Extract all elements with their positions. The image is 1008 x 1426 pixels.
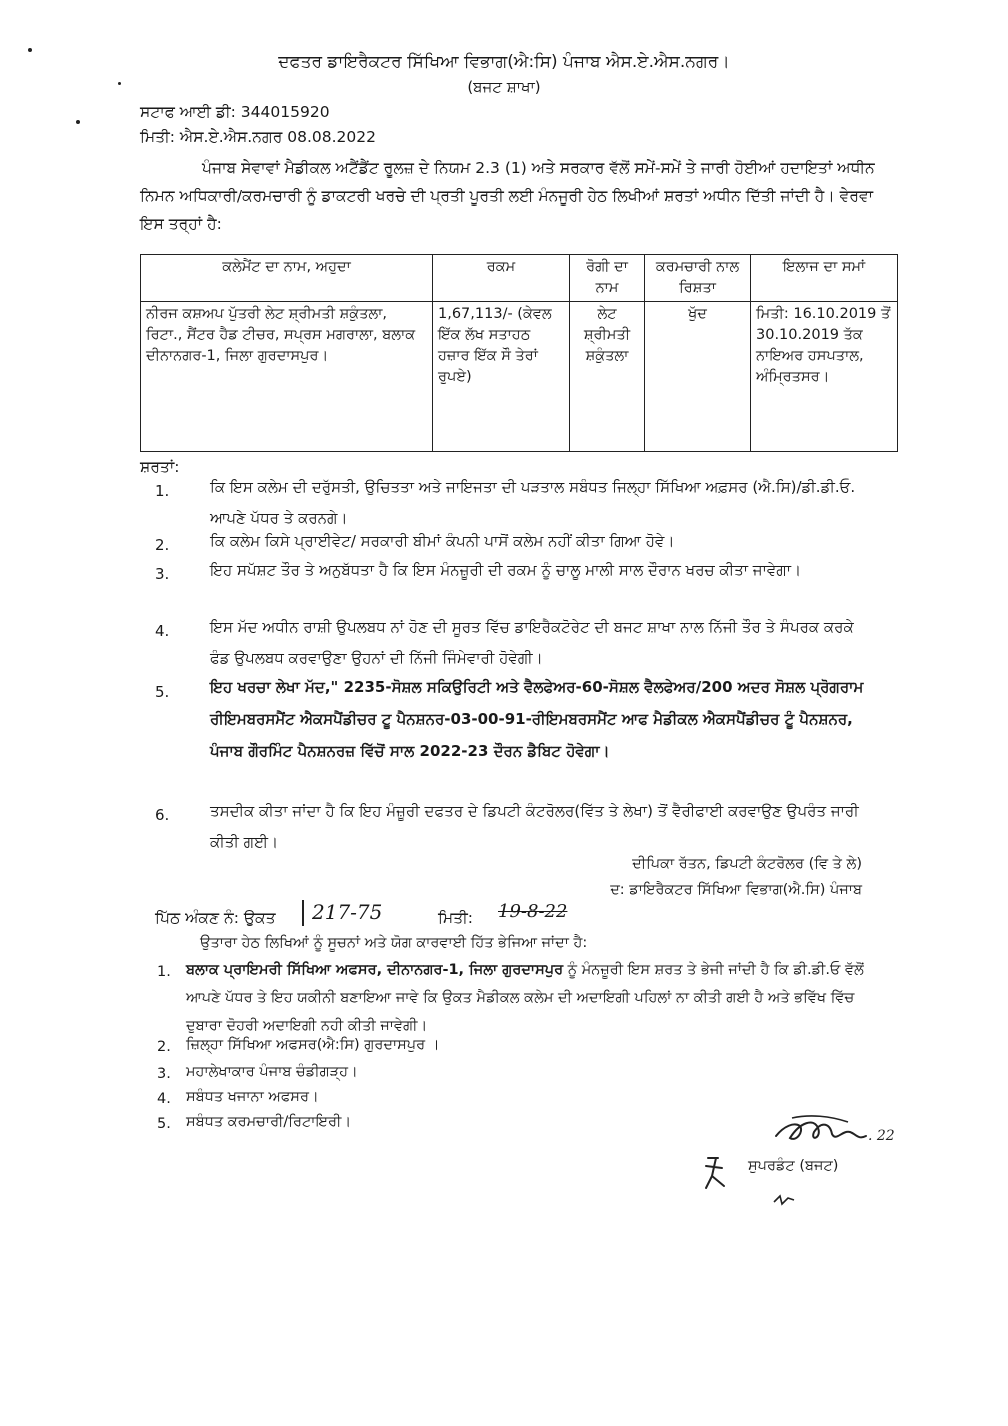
cell-relation: ਖੁੱਦ: [645, 302, 751, 452]
branch-heading: (ਬਜਟ ਸ਼ਾਖਾ): [467, 78, 541, 96]
initials-mark: [702, 1154, 732, 1194]
condition-number: 2.: [155, 536, 170, 554]
conditions-heading: ਸ਼ਰਤਾਂ:: [140, 458, 180, 476]
header-claimant: ਕਲੇਮੈਂਟ ਦਾ ਨਾਮ, ਅਹੁਦਾ: [141, 255, 433, 302]
table-header-row: [141, 255, 898, 302]
cell-amount: 1,67,113/- (ਕੇਵਲ ਇੱਕ ਲੱਖ ਸਤਾਹਠ ਹਜ਼ਾਰ ਇੱਕ ਸੌ ਤੇਰਾਂ ਰੁਪਏ): [433, 302, 570, 452]
endorsement-date-label: ਮਿਤੀ:: [438, 909, 473, 927]
copy-item: ਸਬੰਧਤ ਖਜਾਨਾ ਅਫਸਰ।: [186, 1089, 319, 1105]
header-period: ਇਲਾਜ ਦਾ ਸਮਾਂ: [751, 255, 898, 302]
endorsement-label: ਪਿੱਠ ਅੰਕਣ ਨੰ: ਉਕਤ: [155, 909, 276, 927]
copy-number: 3.: [157, 1066, 171, 1082]
signatory-office: ਦ: ਡਾਇਰੈਕਟਰ ਸਿੱਖਿਆ ਵਿਭਾਗ(ਐ.ਸਿ) ਪੰਜਾਬ: [610, 882, 862, 898]
table-row: [141, 302, 898, 452]
copy-recipient: ਬਲਾਕ ਪ੍ਰਾਇਮਰੀ ਸਿੱਖਿਆ ਅਫਸਰ, ਦੀਨਾਨਗਰ-1, ਜਿਲਾ ਗੁਰਦਾਸਪੁਰ: [186, 962, 564, 978]
endorsement-date: 19-8-22: [498, 901, 568, 922]
header-patient: ਰੋਗੀ ਦਾ ਨਾਮ: [570, 255, 645, 302]
signature-squiggle: [772, 1190, 796, 1208]
superintendent-title: ਸੁਪਰਡੰਟ (ਬਜਟ): [748, 1158, 839, 1174]
copy-number: 2.: [157, 1039, 171, 1055]
claim-table: [140, 254, 898, 452]
copy-item: ਜ਼ਿਲ੍ਹਾ ਸਿੱਖਿਆ ਅਫਸਰ(ਐ:ਸਿ) ਗੁਰਦਾਸਪੁਰ ।: [186, 1037, 440, 1053]
header-amount: ਰਕਮ: [433, 255, 570, 302]
condition-text: ਕਿ ਕਲੇਮ ਕਿਸੇ ਪ੍ਰਾਈਵੇਟ/ ਸਰਕਾਰੀ ਬੀਮਾਂ ਕੰਪਨੀ ਪਾਸੋਂ ਕਲੇਮ ਨਹੀਂ ਕੀਤਾ ਗਿਆ ਹੋਵੇ।: [210, 532, 675, 550]
condition-text: ਇਹ ਖਰਚਾ ਲੇਖਾ ਮੱਦ," 2235-ਸੋਸ਼ਲ ਸਕਿਉਰਿਟੀ ਅਤੇ ਵੈਲਫੇਅਰ-60-ਸੋਸ਼ਲ ਵੈਲਫੇਅਰ/200 ਅਦਰ ਸੋਸ਼ਲ ਪ੍ਰੋਗਰਾਮ ਰੀਇਮਬਰਸਮੈਂਟ ਐਕਸਪੈਂਡੀਚਰ ਟੂ ਪੈਨਸ਼ਨਰ-03-00-91-ਰੀਇਮਬਰਸਮੈਂਟ ਆਫ ਮੈਡੀਕਲ ਐਕਸਪੈਂਡੀਚਰ ਟੂੰ ਪੈਨਸ਼ਨਰ, ਪੰਜਾਬ ਗੌਰਮਿੰਟ ਪੈਨਸ਼ਨਰਜ਼ ਵਿੱਚੋਂ ਸਾਲ 2022-23 ਦੌਰਨ ਡੈਬਿਟ ਹੋਵੇਗਾ।: [210, 678, 864, 760]
condition-text: ਤਸਦੀਕ ਕੀਤਾ ਜਾਂਦਾ ਹੈ ਕਿ ਇਹ ਮੰਜ਼ੂਰੀ ਦਫਤਰ ਦੇ ਡਿਪਟੀ ਕੰਟਰੋਲਰ(ਵਿੱਤ ਤੇ ਲੇਖਾ) ਤੋਂ ਵੈਰੀਫਾਈ ਕਰਵਾਉਣ ਉਪਰੰਤ ਜਾਰੀ ਕੀਤੀ ਗਈ।: [210, 802, 859, 851]
scan-speck: [76, 120, 80, 124]
copy-item: ਮਹਾਲੇਖਾਕਾਰ ਪੰਜਾਬ ਚੰਡੀਗੜ੍ਹ।: [186, 1064, 358, 1080]
condition-text: ਇਸ ਮੱਦ ਅਧੀਨ ਰਾਸ਼ੀ ਉਪਲਬਧ ਨਾਂ ਹੋਣ ਦੀ ਸੂਰਤ ਵਿੱਚ ਡਾਇਰੈਕਟੋਰੇਟ ਦੀ ਬਜਟ ਸ਼ਾਖਾ ਨਾਲ ਨਿੱਜੀ ਤੌਰ ਤੇ ਸੰਪਰਕ ਕਰਕੇ ਫੰਡ ਉਪਲਬਧ ਕਰਵਾਉਣਾ ਉਹਨਾਂ ਦੀ ਨਿੱਜੀ ਜਿੰਮੇਵਾਰੀ ਹੋਵੇਗੀ।: [210, 618, 854, 667]
condition-text: ਇਹ ਸਪੱਸ਼ਟ ਤੌਰ ਤੇ ਅਨੁਬੱਧਤਾ ਹੈ ਕਿ ਇਸ ਮੰਨਜ਼ੂਰੀ ਦੀ ਰਕਮ ਨੂੰ ਚਾਲੂ ਮਾਲੀ ਸਾਲ ਦੌਰਾਨ ਖਰਚ ਕੀਤਾ ਜਾਵੇਗਾ।: [210, 561, 802, 579]
copy-number: 4.: [157, 1091, 171, 1107]
cell-period: ਮਿਤੀ: 16.10.2019 ਤੋਂ 30.10.2019 ਤੱਕ ਨਾਇਅਰ ਹਸਪਤਾਲ, ਅੰਮ੍ਰਿਤਸਰ।: [751, 302, 898, 452]
cell-claimant: ਨੀਰਜ ਕਸ਼ਅਪ ਪੁੱਤਰੀ ਲੇਟ ਸ਼੍ਰੀਮਤੀ ਸ਼ਕੁੰਤਲਾ, ਰਿਟਾ., ਸੈਂਟਰ ਹੈਡ ਟੀਚਰ, ਸਪ੍ਰਸ ਮਗਰਾਲਾ, ਬਲਾਕ ਦੀਨਾਨਗਰ-1, ਜਿਲਾ ਗੁਰਦਾਸਪੁਰ।: [141, 302, 433, 452]
copy-number: 5.: [157, 1116, 171, 1132]
office-heading: ਦਫਤਰ ਡਾਇਰੈਕਟਰ ਸਿੱਖਿਆ ਵਿਭਾਗ(ਐ:ਸਿ) ਪੰਜਾਬ ਐਸ.ਏ.ਐਸ.ਨਗਰ।: [278, 52, 730, 72]
condition-number: 5.: [155, 683, 170, 701]
svg-text:. 22: . 22: [868, 1128, 895, 1144]
condition-number: 6.: [155, 806, 170, 824]
copy-number: 1.: [157, 964, 171, 980]
letter-date: ਮਿਤੀ: ਐਸ.ਏ.ਐਸ.ਨਗਰ 08.08.2022: [140, 128, 376, 146]
copy-item: ਸਬੰਧਤ ਕਰਮਚਾਰੀ/ਰਿਟਾਇਰੀ।: [186, 1114, 352, 1130]
forward-line: ਉਤਾਰਾ ਹੇਠ ਲਿਖਿਆਂ ਨੂੰ ਸੂਚਨਾਂ ਅਤੇ ਯੋਗ ਕਾਰਵਾਈ ਹਿੱਤ ਭੇਜਿਆ ਜਾਂਦਾ ਹੈ:: [200, 935, 588, 951]
endorsement-number: 217-75: [312, 900, 383, 924]
condition-number: 4.: [155, 622, 170, 640]
staff-id: ਸਟਾਫ ਆਈ ਡੀ: 344015920: [140, 103, 330, 121]
copy-item: [186, 956, 876, 1040]
header-relation: ਕਰਮਚਾਰੀ ਨਾਲ ਰਿਸ਼ਤਾ: [645, 255, 751, 302]
signature-image: [770, 1112, 900, 1152]
cell-patient: ਲੇਟ ਸ਼੍ਰੀਮਤੀ ਸ਼ਕੁੰਤਲਾ: [570, 302, 645, 452]
endorsement-bar: [302, 900, 304, 926]
copy-text: ਨੂੰ ਮੰਨਜ਼ੂਰੀ ਇਸ ਸ਼ਰਤ ਤੇ ਭੇਜੀ ਜਾਂਦੀ ਹੈ ਕਿ ਡੀ.ਡੀ.ਓ ਵੱਲੋਂ ਆਪਣੇ ਪੱਧਰ ਤੇ ਇਹ ਯਕੀਨੀ ਬਣਾਇਆ ਜਾਵੇ ਕਿ ਉਕਤ ਮੈਡੀਕਲ ਕਲੇਮ ਦੀ ਅਦਾਇਗੀ ਪਹਿਲਾਂ ਨਾ ਕੀਤੀ ਗਈ ਹੈ ਅਤੇ ਭਵਿੱਖ ਵਿੱਚ ਦੁਬਾਰਾ ਦੋਹਰੀ ਅਦਾਇਗੀ ਨਹੀ ਕੀਤੀ ਜਾਵੇਗੀ।: [186, 962, 864, 1034]
condition-number: 3.: [155, 565, 170, 583]
intro-paragraph: ਪੰਜਾਬ ਸੇਵਾਵਾਂ ਮੈਡੀਕਲ ਅਟੈਂਡੈਂਟ ਰੂਲਜ਼ ਦੇ ਨਿਯਮ 2.3 (1) ਅਤੇ ਸਰਕਾਰ ਵੱਲੋਂ ਸਮੇਂ-ਸਮੇਂ ਤੇ ਜਾਰੀ ਹੋਈਆਂ ਹਦਾਇਤਾਂ ਅਧੀਨ ਨਿਮਨ ਅਧਿਕਾਰੀ/ਕਰਮਚਾਰੀ ਨੂੰ ਡਾਕਟਰੀ ਖਰਚੇ ਦੀ ਪ੍ਰਤੀ ਪੂਰਤੀ ਲਈ ਮੰਨਜੂਰੀ ਹੇਠ ਲਿਖੀਆਂ ਸ਼ਰਤਾਂ ਅਧੀਨ ਦਿੱਤੀ ਜਾਂਦੀ ਹੈ। ਵੇਰਵਾ ਇਸ ਤਰ੍ਹਾਂ ਹੈ:: [140, 159, 875, 233]
condition-number: 1.: [155, 482, 170, 500]
signatory-name: ਦੀਪਿਕਾ ਰੱਤਨ, ਡਿਪਟੀ ਕੰਟਰੋਲਰ (ਵਿ ਤੇ ਲੇ): [632, 856, 862, 872]
condition-text: ਕਿ ਇਸ ਕਲੇਮ ਦੀ ਦਰੁੱਸਤੀ, ਉਚਿਤਤਾ ਅਤੇ ਜਾਇਜਤਾ ਦੀ ਪੜਤਾਲ ਸਬੰਧਤ ਜਿਲ੍ਹਾ ਸਿੱਖਿਆ ਅਫ਼ਸਰ (ਐ.ਸਿ)/ਡੀ.ਡੀ.ਓ. ਆਪਣੇ ਪੱਧਰ ਤੇ ਕਰਨਗੇ।: [210, 478, 856, 527]
